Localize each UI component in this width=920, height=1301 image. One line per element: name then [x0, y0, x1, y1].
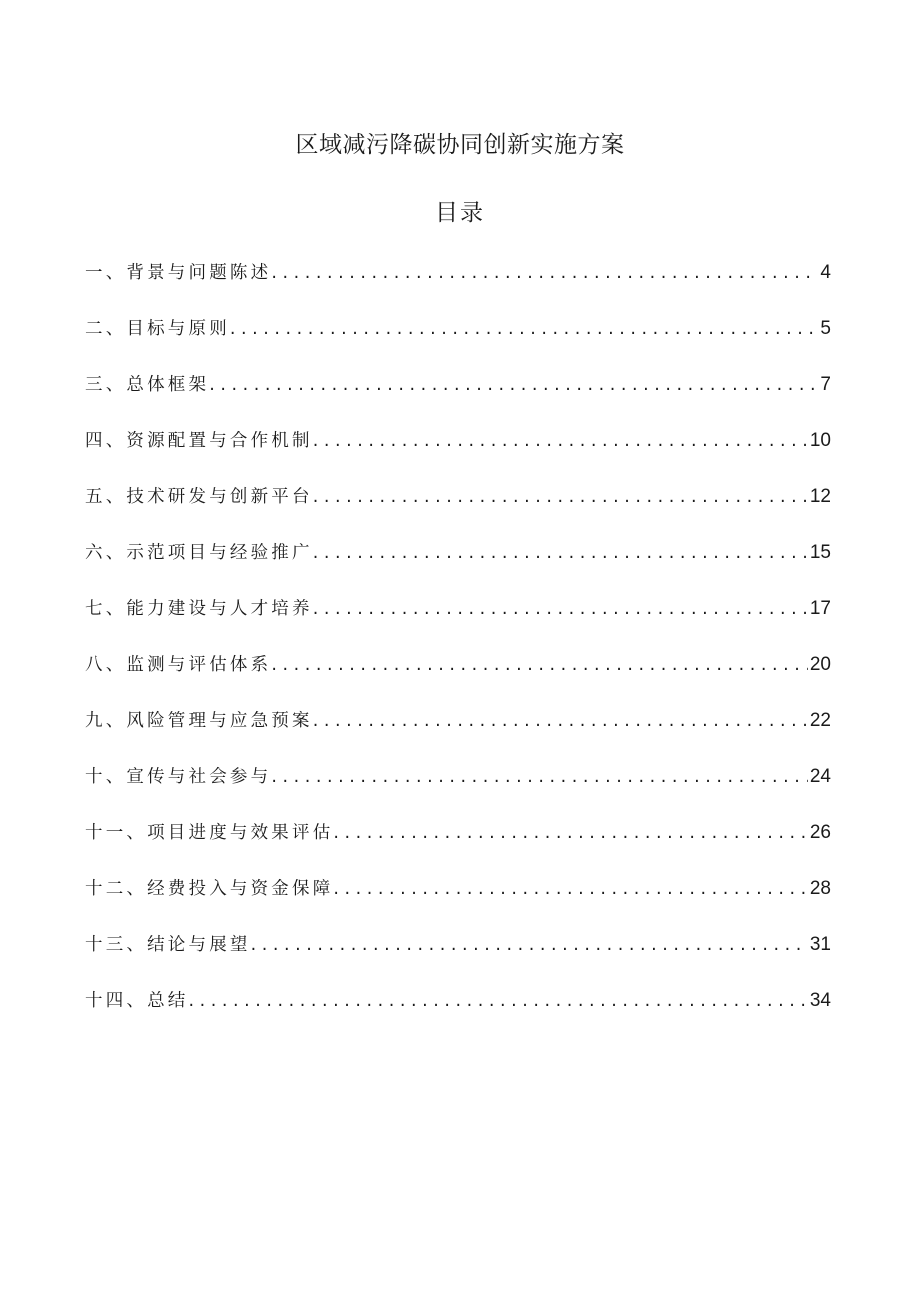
- toc-dot-leader: [333, 818, 807, 848]
- toc-dot-leader: [313, 594, 808, 624]
- toc-entry[interactable]: [85, 930, 831, 986]
- toc-dot-leader: [189, 986, 808, 1016]
- toc-dot-leader: [209, 370, 818, 400]
- toc-dot-leader: [271, 650, 808, 680]
- toc-entry-label: 八、监测与评估体系: [85, 655, 272, 675]
- toc-entry-page: 15: [809, 542, 831, 563]
- toc-entry[interactable]: [85, 650, 831, 706]
- toc-dot-leader: [271, 258, 818, 288]
- toc-dot-leader: [313, 482, 808, 512]
- toc-entry-label: 九、风险管理与应急预案: [85, 711, 313, 731]
- toc-entry[interactable]: [85, 538, 831, 594]
- toc-entry[interactable]: [85, 426, 831, 482]
- toc-entry[interactable]: [85, 258, 831, 314]
- toc-entry[interactable]: [85, 370, 831, 426]
- toc-entry-label: 十三、结论与展望: [85, 935, 251, 955]
- toc-entry[interactable]: [85, 986, 831, 1042]
- toc-entry[interactable]: [85, 762, 831, 818]
- toc-entry[interactable]: [85, 482, 831, 538]
- toc-entry-page: 31: [809, 934, 831, 955]
- toc-entry-label: 五、技术研发与创新平台: [85, 487, 313, 507]
- toc-entry-page: 10: [809, 430, 831, 451]
- toc-entry-label: 十四、总结: [85, 991, 189, 1011]
- toc-entry-label: 一、背景与问题陈述: [85, 263, 272, 283]
- toc-entry-page: 26: [809, 822, 831, 843]
- toc-entry-page: 22: [809, 710, 831, 731]
- toc-entry-label: 四、资源配置与合作机制: [85, 431, 313, 451]
- toc-dot-leader: [313, 706, 808, 736]
- toc-dot-leader: [271, 762, 808, 792]
- toc-entry-page: 20: [809, 654, 831, 675]
- toc-entry-label: 十、宣传与社会参与: [85, 767, 272, 787]
- toc-entry-label: 十一、项目进度与效果评估: [85, 823, 334, 843]
- toc-entry[interactable]: [85, 706, 831, 762]
- table-of-contents: [85, 258, 831, 1042]
- toc-entry-label: 六、示范项目与经验推广: [85, 543, 313, 563]
- toc-entry-page: 17: [809, 598, 831, 619]
- toc-entry[interactable]: [85, 594, 831, 650]
- toc-entry-label: 二、目标与原则: [85, 319, 230, 339]
- toc-entry-label: 三、总体框架: [85, 375, 210, 395]
- toc-entry-page: 4: [820, 262, 831, 283]
- toc-entry[interactable]: [85, 874, 831, 930]
- toc-entry-page: 7: [820, 374, 831, 395]
- toc-dot-leader: [313, 538, 808, 568]
- toc-dot-leader: [333, 874, 807, 904]
- toc-entry[interactable]: [85, 314, 831, 370]
- toc-dot-leader: [313, 426, 808, 456]
- toc-dot-leader: [230, 314, 819, 344]
- toc-entry-page: 28: [809, 878, 831, 899]
- toc-entry-page: 24: [809, 766, 831, 787]
- toc-entry-label: 十二、经费投入与资金保障: [85, 879, 334, 899]
- toc-entry[interactable]: [85, 818, 831, 874]
- toc-entry-label: 七、能力建设与人才培养: [85, 599, 313, 619]
- toc-entry-page: 34: [809, 990, 831, 1011]
- toc-entry-page: 12: [809, 486, 831, 507]
- toc-heading: 目录: [435, 200, 485, 226]
- toc-dot-leader: [251, 930, 808, 960]
- document-title: 区域减污降碳协同创新实施方案: [295, 132, 625, 158]
- toc-entry-page: 5: [820, 318, 831, 339]
